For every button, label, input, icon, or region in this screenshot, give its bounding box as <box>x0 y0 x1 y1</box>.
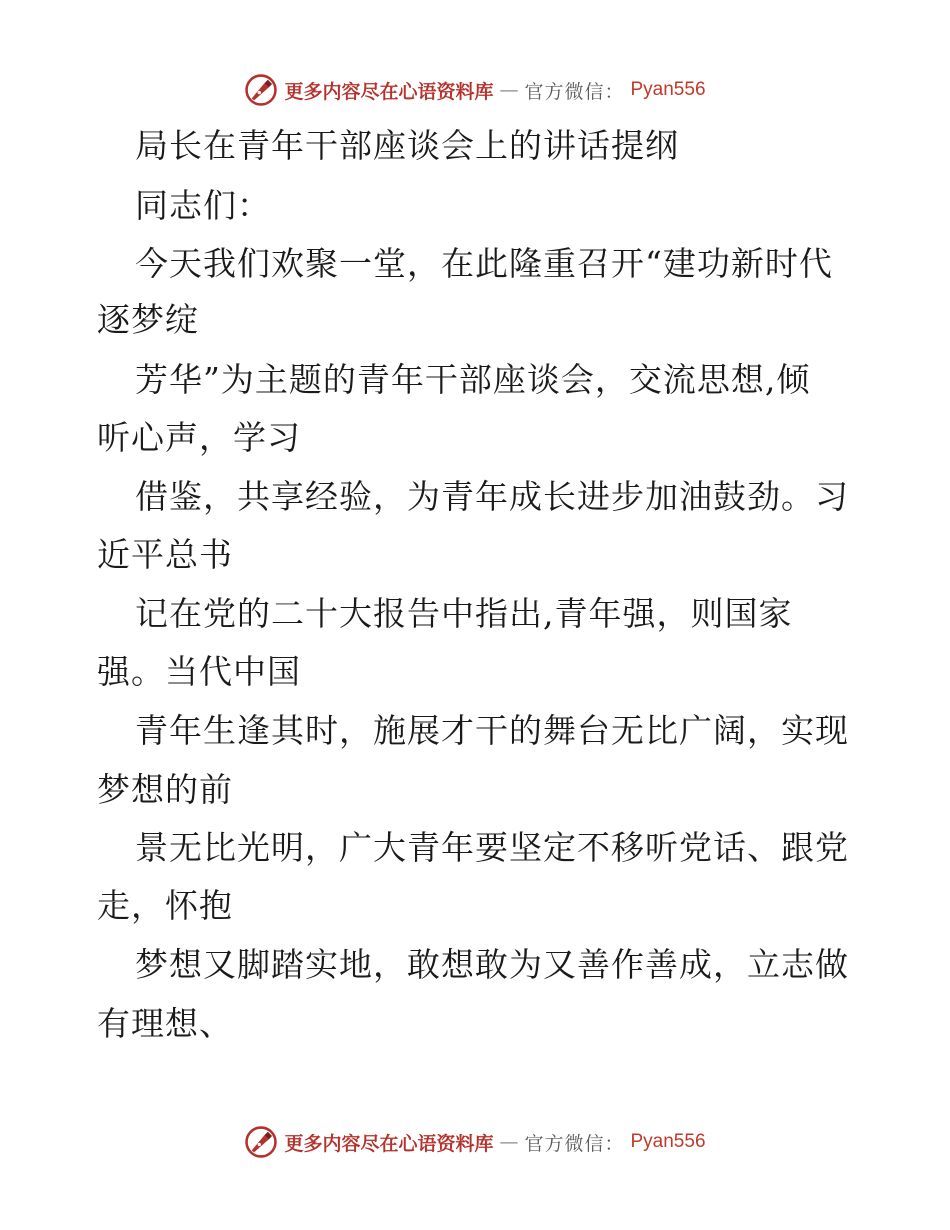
paragraph-line: 芳华”为主题的青年干部座谈会，交流思想,倾 <box>135 360 811 399</box>
banner-title: 更多内容尽在心语资料库 <box>284 80 494 103</box>
footer-banner <box>0 1122 950 1162</box>
pen-nib-logo-icon <box>244 1125 278 1159</box>
paragraph-line: 近平总书 <box>97 535 233 574</box>
banner-wechat-label: 官方微信： <box>524 1132 625 1155</box>
salutation: 同志们： <box>135 186 271 225</box>
banner-title: 更多内容尽在心语资料库 <box>284 1132 494 1155</box>
paragraph-line: 今天我们欢聚一堂，在此隆重召开“建功新时代 <box>135 244 833 283</box>
paragraph-line: 记在党的二十大报告中指出,青年强，则国家 <box>135 594 793 633</box>
paragraph-line: 有理想、 <box>97 1004 233 1043</box>
paragraph-line: 逐梦绽 <box>97 300 199 339</box>
paragraph-line: 强。当代中国 <box>97 652 301 691</box>
banner-wechat-id: Pyan556 <box>630 79 706 100</box>
paragraph-line: 景无比光明，广大青年要坚定不移听党话、跟党 <box>135 828 849 867</box>
banner-separator: — <box>499 1131 519 1153</box>
pen-nib-logo-icon <box>244 73 278 107</box>
paragraph-line: 梦想的前 <box>97 770 233 809</box>
banner-wechat-label: 官方微信： <box>524 80 625 103</box>
paragraph-line: 借鉴，共享经验，为青年成长进步加油鼓劲。习 <box>135 477 849 516</box>
paragraph-line: 听心声，学习 <box>97 418 301 457</box>
paragraph-line: 走，怀抱 <box>97 886 233 925</box>
document-title: 局长在青年干部座谈会上的讲话提纲 <box>135 126 679 165</box>
banner-wechat-id: Pyan556 <box>630 1131 706 1152</box>
paragraph-line: 青年生逢其时，施展才干的舞台无比广阔，实现 <box>135 711 849 750</box>
paragraph-line: 梦想又脚踏实地，敢想敢为又善作善成，立志做 <box>135 945 849 984</box>
banner-separator: — <box>499 79 519 101</box>
header-banner <box>0 70 950 110</box>
